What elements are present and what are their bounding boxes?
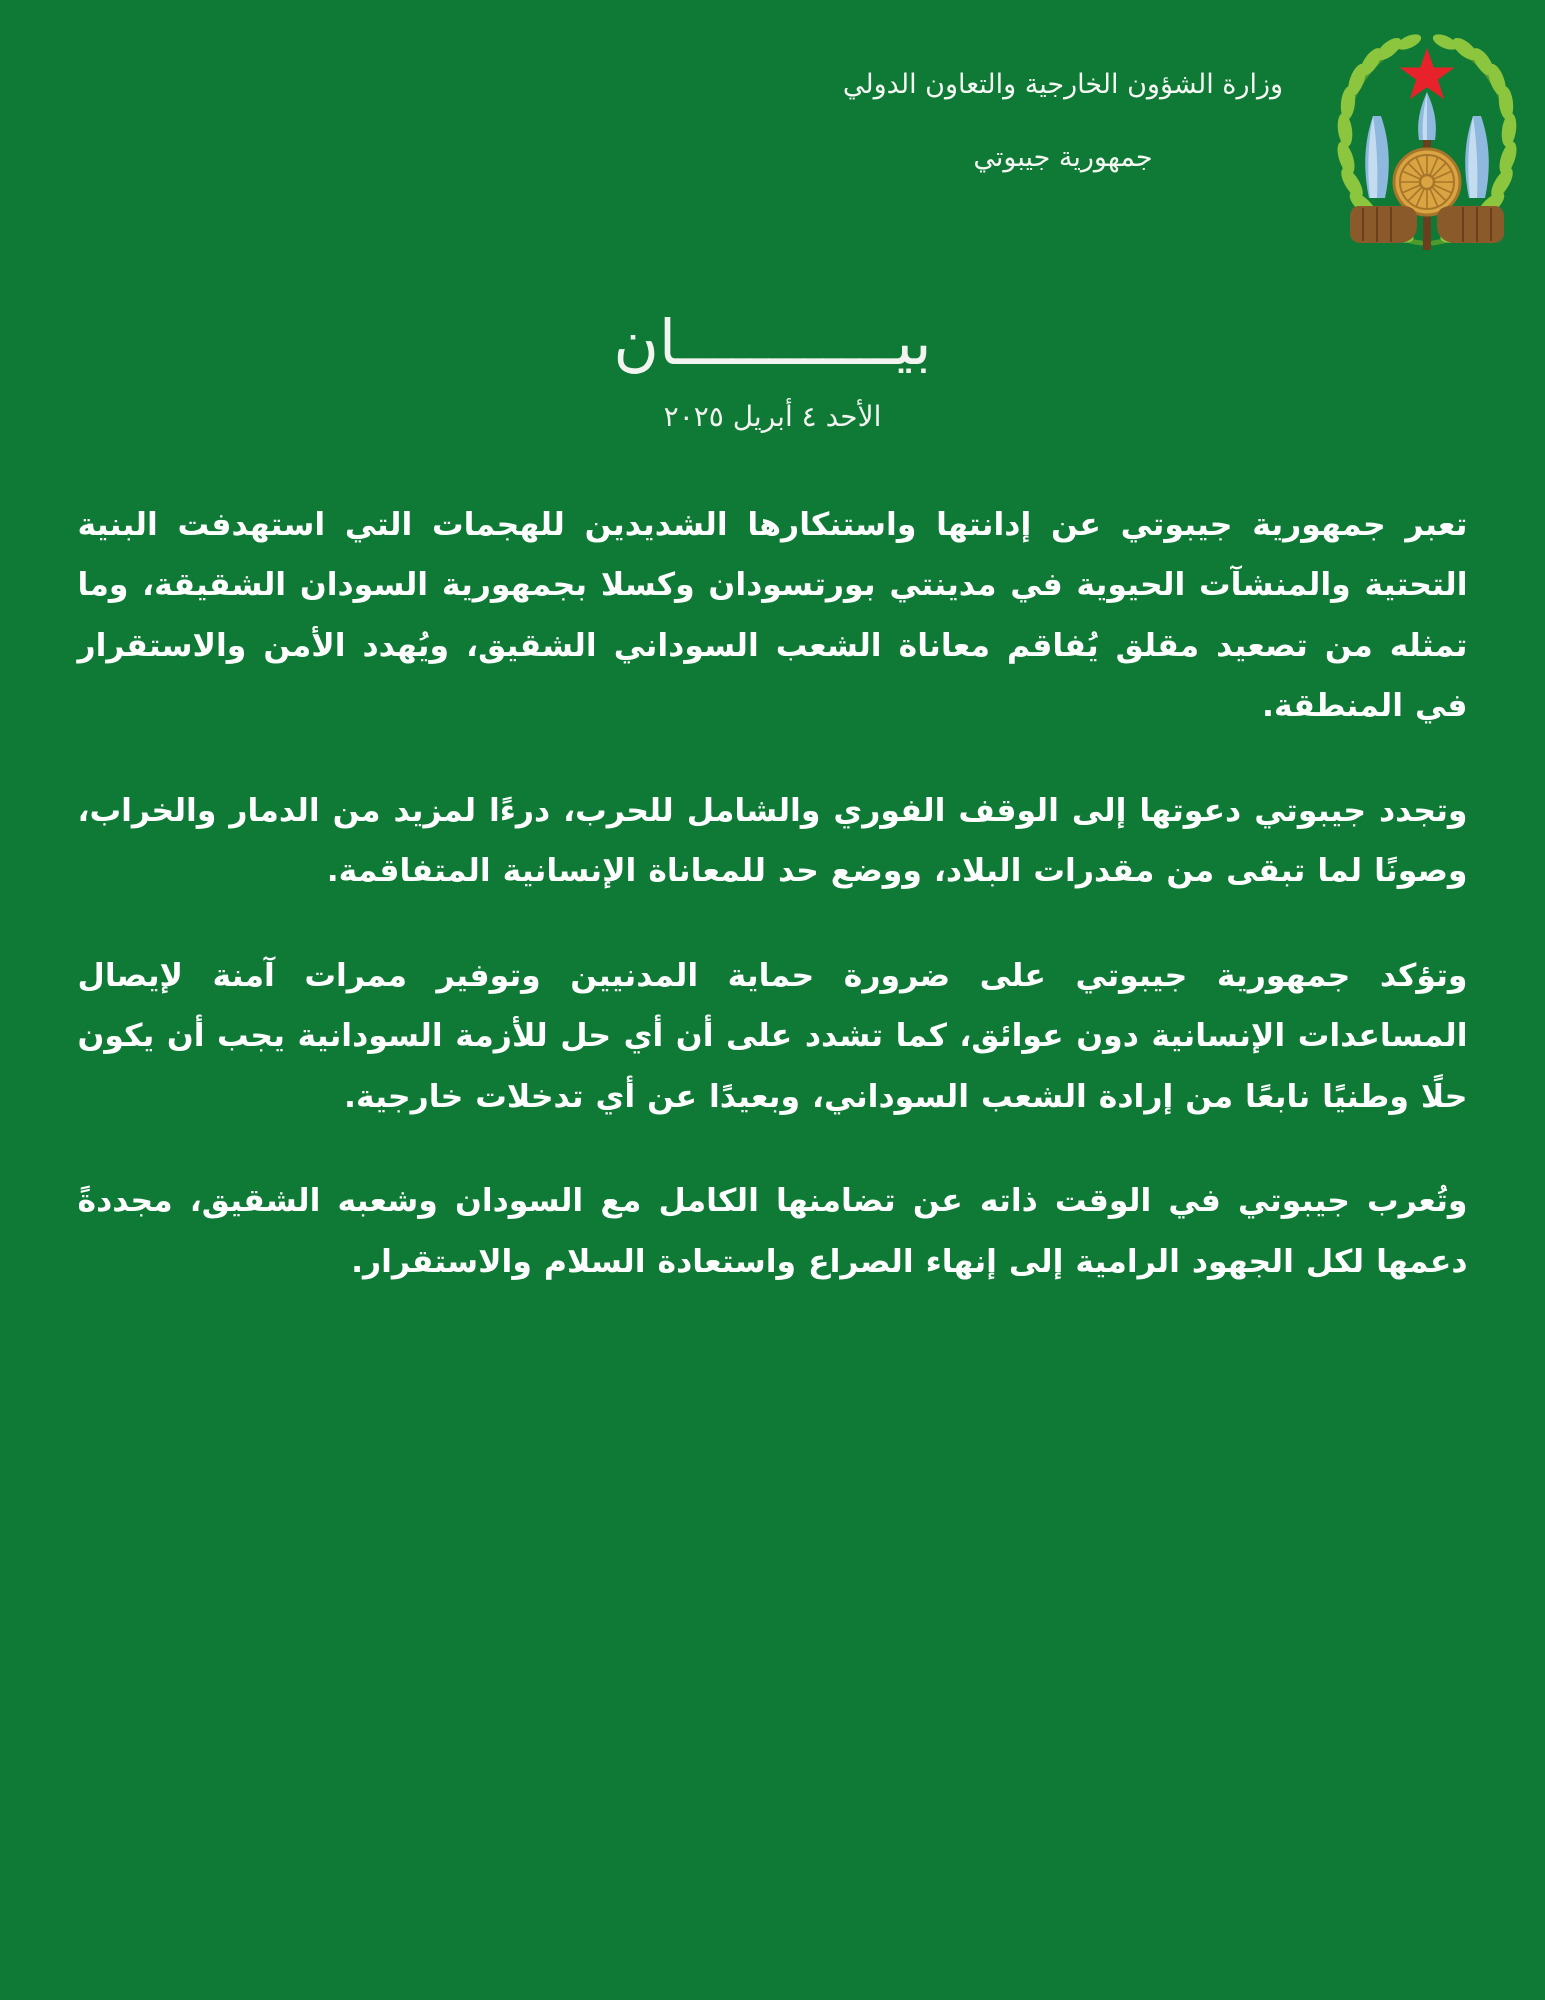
djibouti-national-emblem-icon <box>1337 30 1517 255</box>
document-date: الأحد ٤ أبريل ٢٠٢٥ <box>663 400 882 433</box>
paragraph: وتجدد جيبوتي دعوتها إلى الوقف الفوري والشامل للحرب، درءًا لمزيد من الدمار والخراب، وصونًا لما تبقى من مقدرات البلاد، ووضع حد للمعاناة الإنسانية المتفاقمة. <box>77 792 1468 890</box>
paragraph: وتؤكد جمهورية جيبوتي على ضرورة حماية المدنيين وتوفير ممرات آمنة لإيصال المساعدات الإنسانية دون عوائق، كما تشدد على أن أي حل للأزمة السودانية يجب أن يكون حلًا وطنيًا نابعًا من إرادة الشعب السوداني، وبعيدًا عن أي تدخلات خارجية. <box>77 957 1468 1115</box>
document-header <box>0 0 1545 250</box>
statement-body <box>78 495 1468 1292</box>
paragraph: تعبر جمهورية جيبوتي عن إدانتها واستنكارها الشديدين للهجمات التي استهدفت البنية التحتية والمنشآت الحيوية في مدينتي بورتسودان وكسلا بجمهورية السودان الشقيقة، وما تمثله من تصعيد مقلق يُفاقم معاناة الشعب السوداني الشقيق، ويُهدد الأمن والاستقرار في المنطقة. <box>77 507 1468 725</box>
title-block <box>0 306 1545 433</box>
country-name: جمهورية جيبوتي <box>973 141 1153 173</box>
ministry-name: وزارة الشؤون الخارجية والتعاون الدولي <box>842 69 1284 100</box>
page-title: بيــــــــــــان <box>613 306 932 379</box>
paragraph: وتُعرب جيبوتي في الوقت ذاته عن تضامنها الكامل مع السودان وشعبه الشقيق، مجددةً دعمها لكل الجهود الرامية إلى إنهاء الصراع واستعادة السلام والاستقرار. <box>77 1183 1468 1280</box>
header-text-block <box>803 30 1323 173</box>
